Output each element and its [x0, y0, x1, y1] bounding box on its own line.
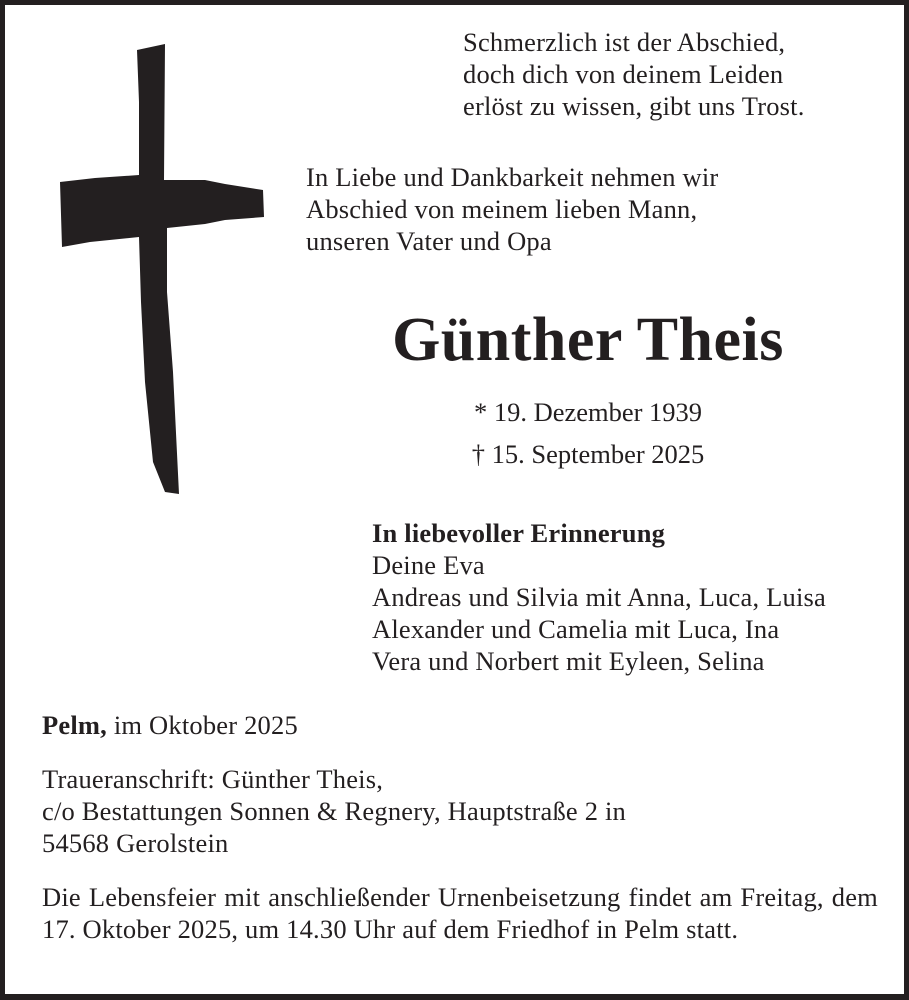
- intro-line: In Liebe und Dankbarkeit nehmen wir: [306, 162, 719, 192]
- place-month: im Oktober 2025: [107, 710, 298, 740]
- ceremony-notice: [42, 881, 878, 945]
- mourner-line: Vera und Norbert mit Eyleen, Selina: [372, 646, 765, 676]
- address-line: 54568 Gerolstein: [42, 828, 229, 858]
- quote: [463, 26, 805, 122]
- deceased-name: Günther Theis: [392, 306, 784, 374]
- ceremony-text: Die Lebensfeier mit anschließender Urnenbeisetzung findet am Freitag, dem 17. Oktober 2025, um 14.30 Uhr auf dem Friedhof in Pelm statt.: [42, 882, 878, 944]
- quote-line: doch dich von deinem Leiden: [463, 59, 784, 89]
- life-dates: [400, 391, 776, 475]
- mourner-line: Andreas und Silvia mit Anna, Luca, Luisa: [372, 582, 826, 612]
- birth-date: * 19. Dezember 1939: [473, 397, 703, 427]
- intro-line: Abschied von meinem lieben Mann,: [306, 194, 698, 224]
- quote-line: Schmerzlich ist der Abschied,: [463, 27, 786, 57]
- address-line: Traueranschrift: Günther Theis,: [42, 764, 384, 794]
- quote-line: erlöst zu wissen, gibt uns Trost.: [463, 91, 805, 121]
- remembrance-heading: In liebevoller Erinnerung: [372, 518, 666, 548]
- death-date: † 15. September 2025: [471, 439, 705, 469]
- intro-line: unseren Vater und Opa: [306, 226, 552, 256]
- mourner-line: Deine Eva: [372, 550, 485, 580]
- place-town: Pelm,: [42, 710, 108, 740]
- remembrance: [372, 517, 826, 677]
- place-date: [42, 709, 298, 741]
- mourner-line: Alexander und Camelia mit Luca, Ina: [372, 614, 780, 644]
- address-line: c/o Bestattungen Sonnen & Regnery, Hauptstraße 2 in: [42, 796, 626, 826]
- cross-icon: [55, 42, 270, 502]
- intro-text: [306, 161, 718, 257]
- mourning-address: [42, 763, 626, 859]
